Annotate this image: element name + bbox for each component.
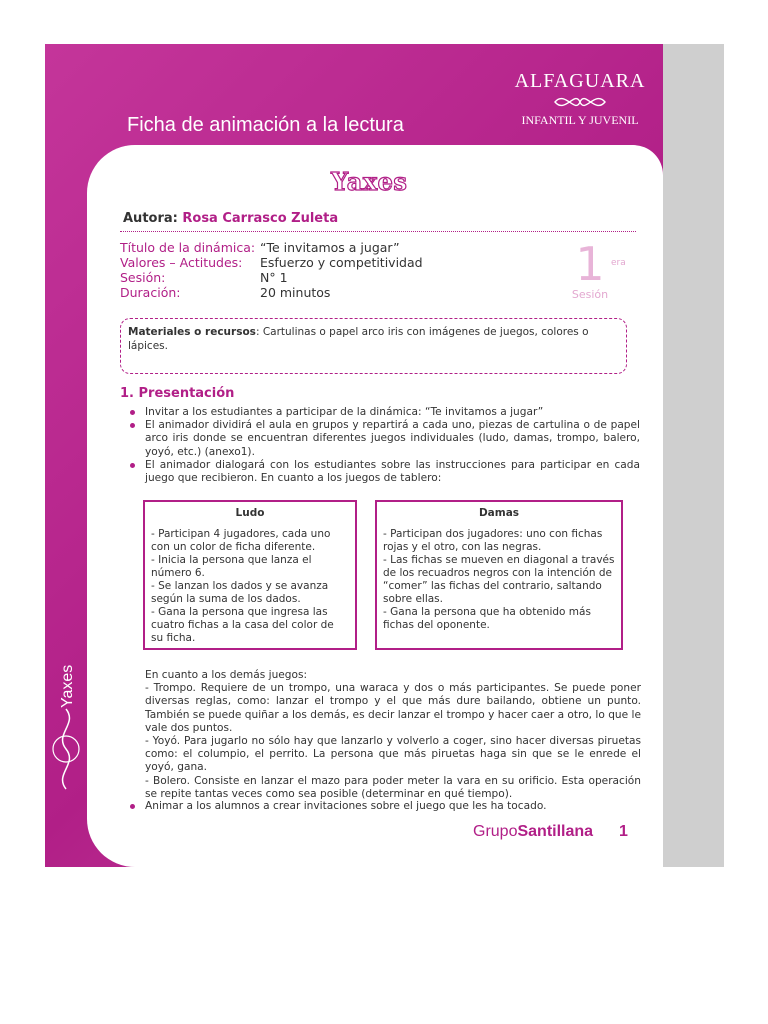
book-title: Yaxes: [331, 167, 408, 196]
page-number: 1: [619, 823, 628, 840]
side-tab-label: Yaxes: [59, 664, 76, 708]
paragraph: En cuanto a los demás juegos:: [145, 669, 308, 681]
session-ordinal: era: [611, 258, 626, 268]
materials-text: : Cartulinas o papel arco iris con imágenes de juegos, colores o lápices.: [128, 326, 589, 352]
materials-box: [120, 318, 627, 374]
section-title: 1. Presentación: [120, 386, 235, 401]
session-label: Sesión: [571, 288, 609, 301]
meta-row: [120, 240, 423, 255]
paragraph: - Yoyó. Para jugarlo no sólo hay que lanzarlo y volverlo a coger, sino hacer diversas piruetas como: el columpio, el perrito. La persona que más piruetas haga sin que se le enrede el yoyó, gana.: [145, 735, 641, 774]
meta-key: Sesión:: [120, 270, 166, 285]
box-line: - Las fichas se mueven en diagonal a través de los recuadros negros con la intención de “comer” las fichas del contrario, saltando sobre ellas.: [383, 554, 615, 605]
meta-row: [120, 270, 423, 285]
meta-row: [120, 285, 423, 300]
publisher-logo: [505, 70, 655, 128]
author-label: Autora:: [123, 211, 178, 226]
paragraph: - Trompo. Requiere de un trompo, una waraca y dos o más participantes. Se puede poner diversas reglas, como: lanzar el trompo y el que más dure bailando, obtiene un punto. También se puede quiñar a los demás, es decir lanzar el trompo y hacer caer a otro, lo que le vale dos puntos.: [145, 682, 641, 734]
box-line: - Se lanzan los dados y se avanza según la suma de los dados.: [151, 580, 329, 605]
bullet-item: El animador dialogará con los estudiantes sobre las instrucciones para participar en cada juego que recibieron. En cuanto a los juegos de tablero:: [120, 459, 640, 485]
box-line: - Gana la persona que ha obtenido más fichas del oponente.: [383, 606, 591, 631]
side-knot-icon: [48, 704, 84, 794]
dotted-divider: [120, 231, 636, 232]
meta-key: Título de la dinámica:: [120, 240, 256, 255]
bullet-item: Animar a los alumnos a crear invitaciones sobre el juego que les ha tocado.: [120, 800, 640, 813]
author-name: Rosa Carrasco Zuleta: [182, 211, 339, 226]
meta-block: [120, 240, 423, 300]
meta-key: Duración:: [120, 285, 181, 300]
session-badge: [565, 237, 626, 301]
logo-name: ALFAGUARA: [514, 70, 646, 92]
session-number: 1: [575, 237, 605, 291]
page: [45, 44, 663, 867]
box-title: Damas: [478, 507, 520, 519]
meta-value: N° 1: [260, 270, 288, 285]
author-line: [123, 211, 338, 226]
box-title: Ludo: [235, 507, 265, 519]
logo-subtitle: INFANTIL Y JUVENIL: [521, 113, 639, 127]
gray-side-band: [663, 44, 724, 867]
box-line: - Participan dos jugadores: uno con fichas rojas y el otro, con las negras.: [383, 528, 603, 553]
meta-row: [120, 255, 423, 270]
header-title: Ficha de animación a la lectura: [127, 114, 404, 136]
meta-value: 20 minutos: [260, 285, 331, 300]
paragraph: - Bolero. Consiste en lanzar el mazo para poder meter la vara en su orificio. Esta operación se repite tantas veces como sea posible (determinar en qué tiempo).: [145, 774, 641, 800]
box-line: - Participan 4 jugadores, cada uno con un color de ficha diferente.: [151, 528, 331, 553]
bullet-item: Invitar a los estudiantes a participar de la dinámica: “Te invitamos a jugar”: [120, 406, 640, 419]
logo-knot-icon: [550, 93, 610, 111]
other-games-text: [145, 669, 641, 801]
damas-box: [375, 500, 623, 650]
last-bullet-block: [120, 800, 640, 813]
bullet-item: El animador dividirá el aula en grupos y repartirá a cada uno, piezas de cartulina o de papel arco iris donde se encuentran diferentes juegos individuales (ludo, damas, trompo, balero, yoyó, etc.) (anexo1).: [120, 419, 640, 459]
materials-label: Materiales o recursos: [128, 326, 256, 338]
meta-value: Esfuerzo y competitividad: [260, 255, 423, 270]
box-line: - Gana la persona que ingresa las cuatro fichas a la casa del color de su ficha.: [151, 606, 334, 644]
footer-brand: [473, 823, 593, 841]
meta-value: “Te invitamos a jugar”: [260, 240, 400, 255]
footer-brand-name: Santillana: [517, 823, 594, 840]
section-bullets: [120, 406, 640, 485]
ludo-box: [143, 500, 357, 650]
footer-grupo: Grupo: [473, 823, 518, 840]
meta-key: Valores – Actitudes:: [120, 255, 243, 270]
box-line: - Inicia la persona que lanza el número 6.: [151, 554, 312, 579]
